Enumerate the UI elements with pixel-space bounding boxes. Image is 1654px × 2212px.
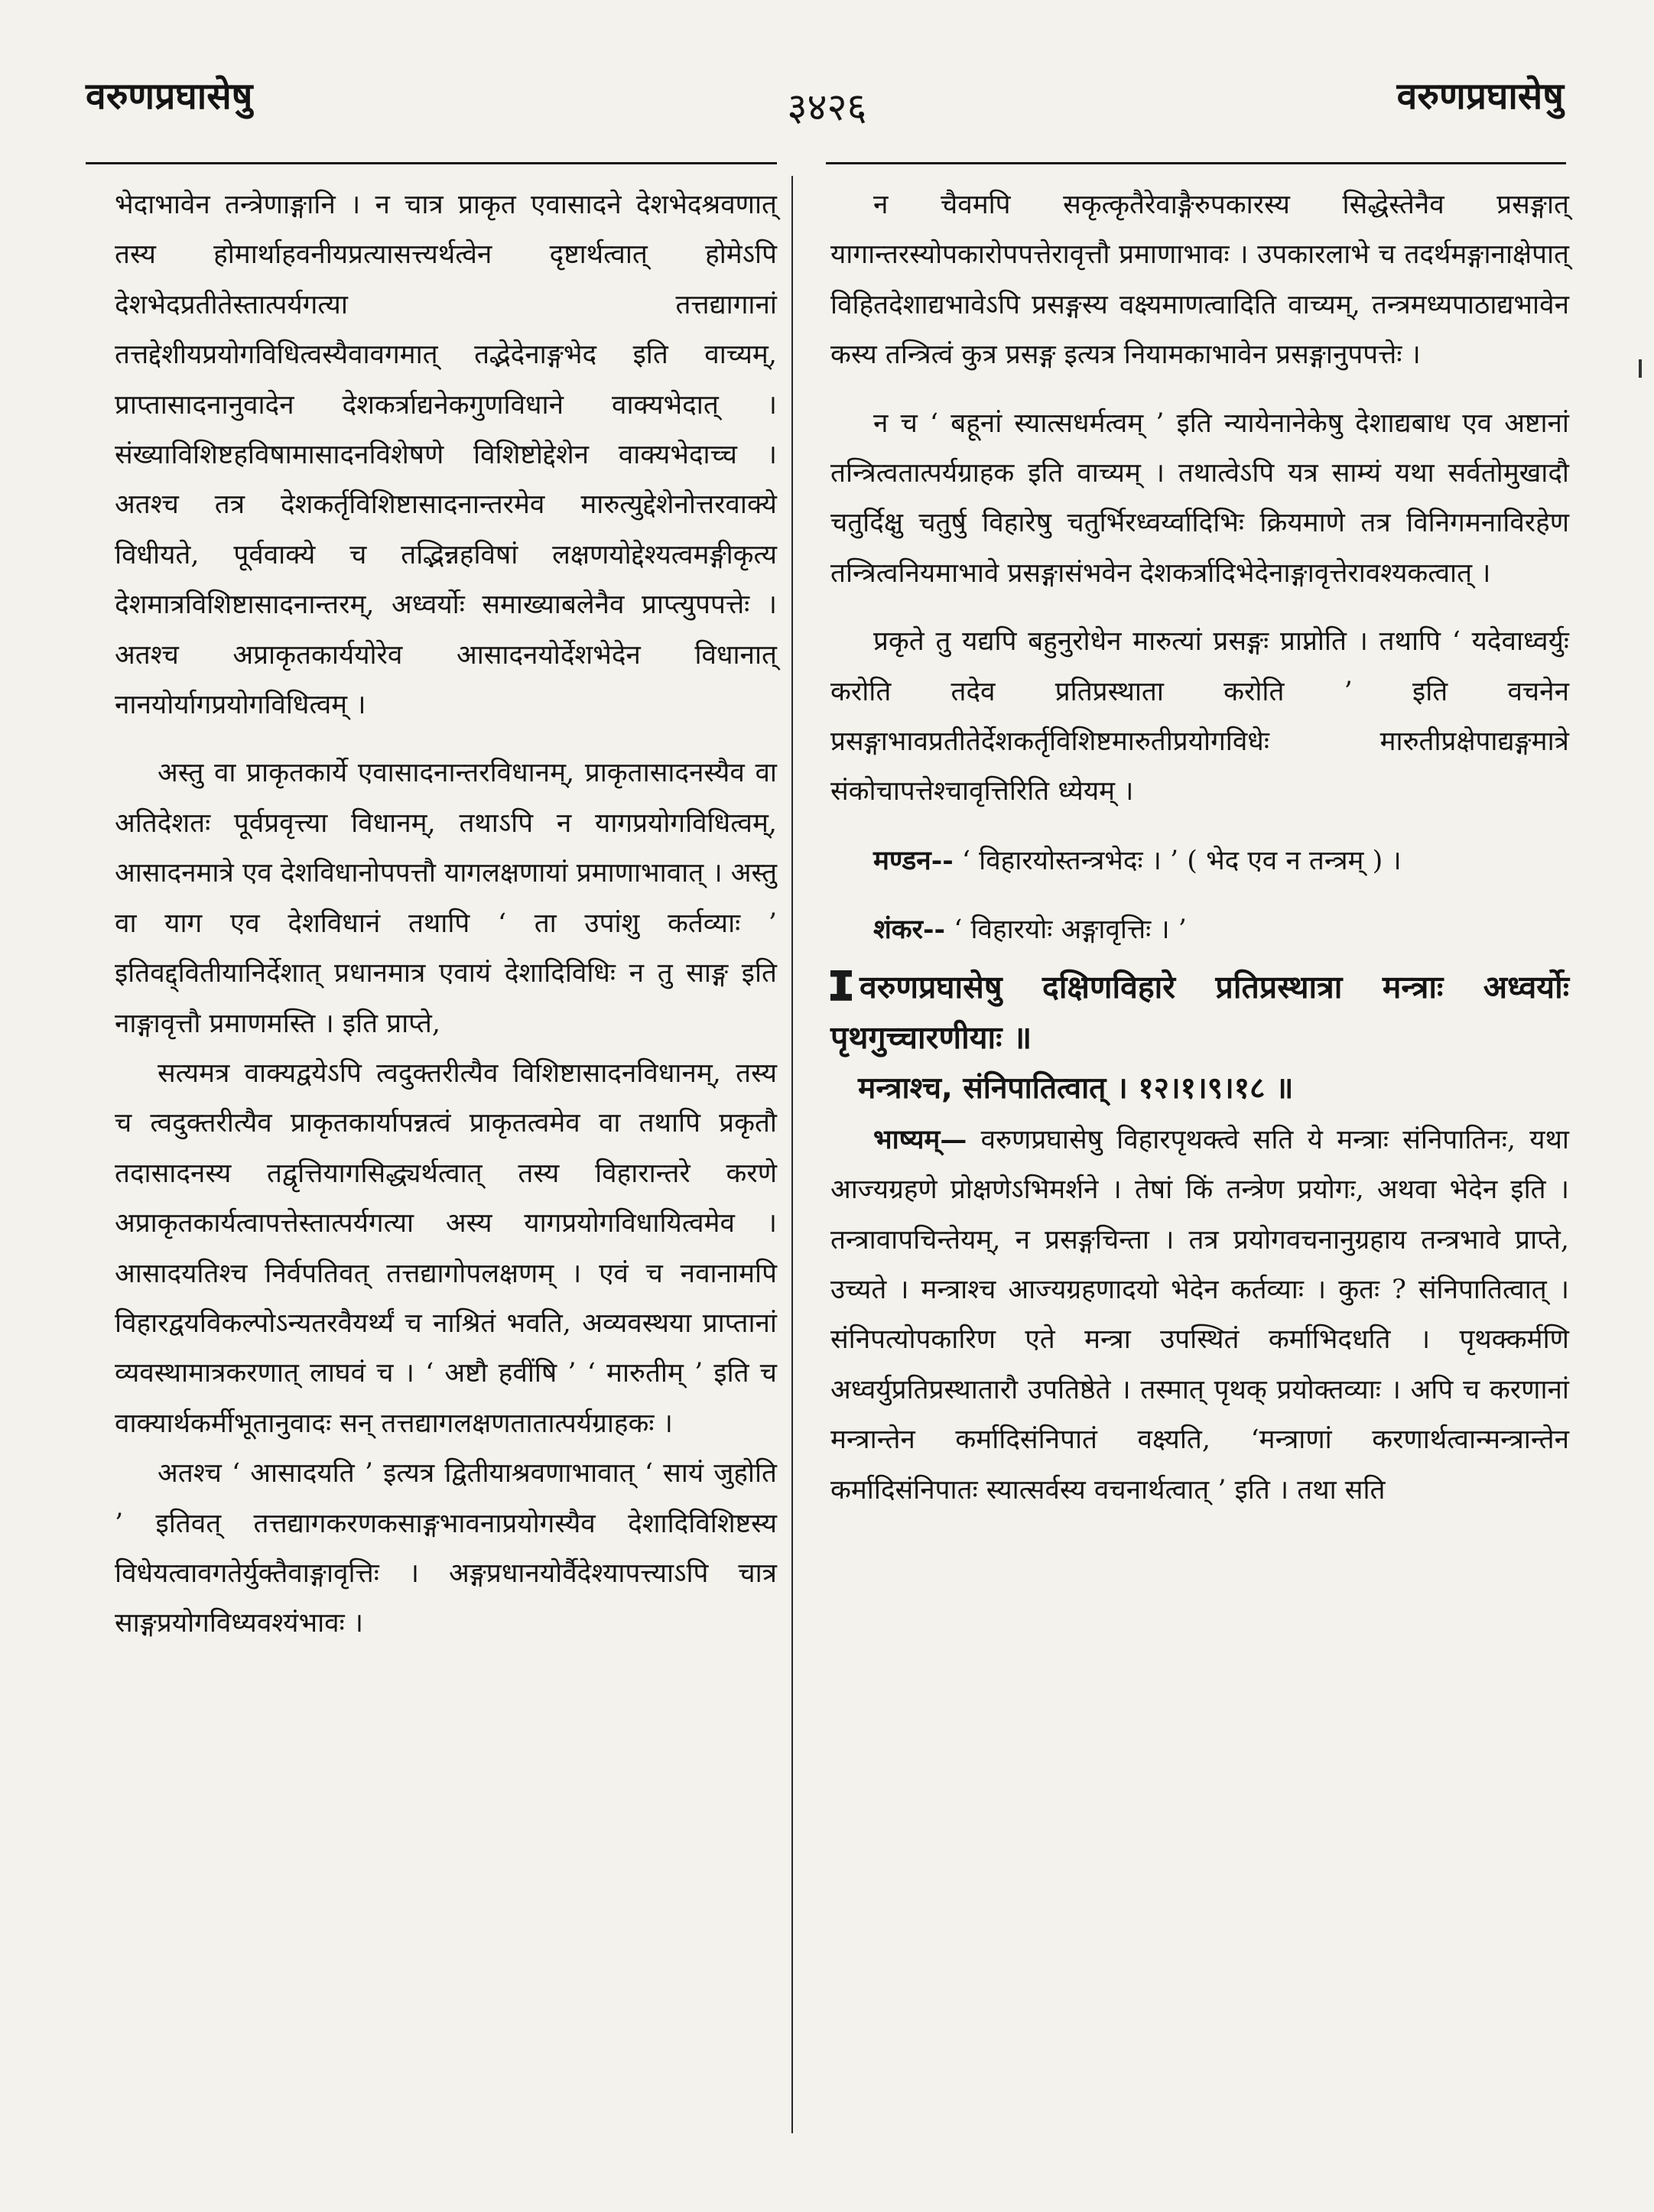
- shankara-view: [830, 905, 1569, 955]
- right-paragraph-1: न चैवमपि सकृत्कृतैरेवाङ्गैरुपकारस्य सिद्धेस्तेनैव प्रसङ्गात् यागान्तरस्योपकारोपपत्तेरावृत्तौ प्रमाणाभावः । उपकारलाभे च तदर्थमङ्गानाक्षेपात् विहितदेशाद्यभावेऽपि प्रसङ्गस्य वक्ष्यमाणत्वादिति वाच्यम्, तन्त्रमध्यपाठाद्यभावेन कस्य तन्त्रित्वं कुत्र प्रसङ्ग इत्यत्र नियामकाभावेन प्रसङ्गानुपपत्तेः ।: [830, 190, 1569, 371]
- right-paragraph-2: न च ‘ बहूनां स्यात्सधर्मत्वम् ’ इति न्यायेनानेकेषु देशाद्यबाध एव अष्टानां तन्त्रित्वतात्पर्यग्राहक इति वाच्यम् । तथात्वेऽपि यत्र साम्यं यथा सर्वतोमुखादौ चतुर्दिक्षु चतुर्षु विहारेषु चतुर्भिरध्वर्य्वादिभिः क्रियमाणे तत्र विनिगमनाविरहेण तन्त्रित्वनियमाभावे प्रसङ्गासंभवेन देशकर्त्रादिभेदेनाङ्गावृत्तेरावश्यकत्वात् ।: [830, 408, 1569, 589]
- right-column: [830, 180, 1569, 1515]
- page-number: ३४२६: [787, 85, 867, 129]
- adhikarana-heading: [830, 962, 1569, 1063]
- margin-mark: [1639, 359, 1642, 378]
- left-paragraph-2: अस्तु वा प्राकृतकार्ये एवासादनान्तरविधानम्, प्राकृतासादनस्यैव वा अतिदेशतः पूर्वप्रवृत्त्या विधानम्, तथाऽपि न यागप्रयोगविधित्वम्, आसादनमात्रे एव देशविधानोपपत्तौ यागलक्षणायां प्रमाणाभावात् । अस्तु वा याग एव देशविधानं तथापि ‘ ता उपांशु कर्तव्याः ’ इतिवद्द्वितीयानिर्देशात् प्रधानमात्र एवायं देशादिविधिः न तु साङ्ग इति नाङ्गावृत्तौ प्रमाणमस्ति । इति प्राप्ते,: [115, 758, 778, 1039]
- bhashya-label: भाष्यम्—: [873, 1123, 967, 1155]
- bhashya: [830, 1115, 1569, 1515]
- column-divider: [791, 176, 793, 2133]
- mandana-label: मण्डन--: [873, 844, 954, 876]
- right-paragraph-3: प्रकृते तु यद्यपि बहुनुरोधेन मारुत्यां प्रसङ्गः प्राप्नोति । तथापि ‘ यदेवाध्वर्युः करोति तदेव प्रतिप्रस्थाता करोति ’ इति वचनेन प्रसङ्गाभावप्रतीतेर्देशकर्तृविशिष्टमारुतीप्रयोगविधेः मारुतीप्रक्षेपाद्यङ्गमात्रे संकोचापत्तेश्चावृत्तिरिति ध्येयम् ।: [830, 626, 1569, 807]
- mandana-view: [830, 836, 1569, 886]
- header-rule-left: [86, 162, 777, 164]
- left-paragraph-3: सत्यमत्र वाक्यद्वयेऽपि त्वदुक्तरीत्यैव विशिष्टासादनविधानम्, तस्य च त्वदुक्तरीत्यैव प्राकृतकार्यापन्नत्वं प्राकृतत्वमेव वा तथापि प्रकृतौ तदासादनस्य तद्वृत्तियागसिद्ध्यर्थत्वात् तस्य विहारान्तरे करणे अप्राकृतकार्यत्वापत्तेस्तात्पर्यगत्या अस्य यागप्रयोगविधायित्वमेव । आसादयतिश्च निर्वपतिवत् तत्तद्यागोपलक्षणम् । एवं च नवानामपि विहारद्वयविकल्पोऽन्यतरवैयर्थ्यं च नाश्रितं भवति, अव्यवस्थया प्राप्तानां व्यवस्थामात्रकरणात् लाघवं च । ‘ अष्टौ हवींषि ’ ‘ मारुतीम् ’ इति च वाक्यार्थकर्मीभूतानुवादः सन् तत्तद्यागलक्षणतातात्पर्यग्राहकः ।: [115, 1057, 777, 1439]
- mandana-text: ‘ विहारयोस्तन्त्रभेदः । ’ ( भेद एव न तन्त्रम् ) ।: [961, 845, 1402, 876]
- running-head-left: वरुणप्रघासेषु: [86, 75, 253, 118]
- running-head-right: वरुणप्रघासेषु: [1396, 75, 1564, 118]
- adhikarana-heading-text: वरुणप्रघासेषु दक्षिणविहारे प्रतिप्रस्थात्रा मन्त्राः अध्वर्योः पृथगुच्चारणीयाः ॥: [830, 968, 1569, 1056]
- shankara-label: शंकर--: [873, 914, 946, 946]
- header-rule-right: [826, 162, 1566, 164]
- bhashya-text: वरुणप्रघासेषु विहारपृथक्त्वे सति ये मन्त्राः संनिपातिनः, यथा आज्यग्रहणे प्रोक्षणेऽभिमर्शने । तेषां किं तन्त्रेण प्रयोगः, अथवा भेदेन इति । तन्त्रावापचिन्तेयम्, न प्रसङ्गचिन्ता । तत्र प्रयोगवचनानुग्रहाय तन्त्रभावे प्राप्ते, उच्यते । मन्त्राश्च आज्यग्रहणादयो भेदेन कर्तव्याः । कुतः ? संनिपातित्वात् । संनिपत्योपकारिण एते मन्त्रा उपस्थितं कर्माभिदधति । पृथक्कर्मणि अध्वर्युप्रतिप्रस्थातारौ उपतिष्ठेते । तस्मात् पृथक् प्रयोक्तव्याः । अपि च करणानां मन्त्रान्तेन कर्मादिसंनिपातं वक्ष्यति, ‘मन्त्राणां करणार्थत्वान्मन्त्रान्तेन कर्मादिसंनिपातः स्यात्सर्वस्य वचनार्थत्वात् ’ इति । तथा सति: [830, 1124, 1569, 1506]
- section-mark-icon: [830, 970, 852, 1001]
- shankara-text: ‘ विहारयोः अङ्गावृत्तिः । ’: [954, 914, 1187, 946]
- sutra-text: मन्त्राश्च, संनिपातित्वात् । १२।१।९।१८ ॥: [858, 1070, 1294, 1106]
- left-paragraph-1: भेदाभावेन तन्त्रेणाङ्गानि । न चात्र प्राकृत एवासादने देशभेदश्रवणात् तस्य होमार्थाहवनीयप्रत्यासत्त्यर्थत्वेन दृष्टार्थत्वात् होमेऽपि देशभेदप्रतीतेस्तात्पर्यगत्या तत्तद्यागानां तत्तद्देशीयप्रयोगविधित्वस्यैवावगमात् तद्भेदेनाङ्गभेद इति वाच्यम्, प्राप्तासादनानुवादेन देशकर्त्राद्यनेकगुणविधाने वाक्यभेदात् । संख्याविशिष्टहविषामासादनविशेषणे विशिष्टोद्देशेन वाक्यभेदाच्च । अतश्च तत्र देशकर्तृविशिष्टासादनान्तरमेव मारुत्युद्देशेनोत्तरवाक्ये विधीयते, पूर्ववाक्ये च तद्भिन्नहविषां लक्षणयोद्देश्यत्वमङ्गीकृत्य देशमात्रविशिष्टासादनान्तरम्, अध्वर्योः समाख्याबलेनैव प्राप्त्युपपत्तेः । अतश्च अप्राकृतकार्ययोरेव आसादनयोर्देशभेदेन विधानात् नानयोर्यागप्रयोगविधित्वम् ।: [115, 190, 777, 721]
- left-column: [115, 180, 777, 1649]
- left-paragraph-4: अतश्च ‘ आसादयति ’ इत्यत्र द्वितीयाश्रवणाभावात् ‘ सायं जुहोति ’ इतिवत् तत्तद्यागकरणकसाङ्गभावनाप्रयोगस्यैव देशादिविशिष्टस्य विधेयत्वावगतेर्युक्तैवाङ्गावृत्तिः । अङ्गप्रधानयोर्वैदेश्यापत्त्याऽपि चात्र साङ्गप्रयोगविध्यवश्यंभावः ।: [115, 1458, 777, 1639]
